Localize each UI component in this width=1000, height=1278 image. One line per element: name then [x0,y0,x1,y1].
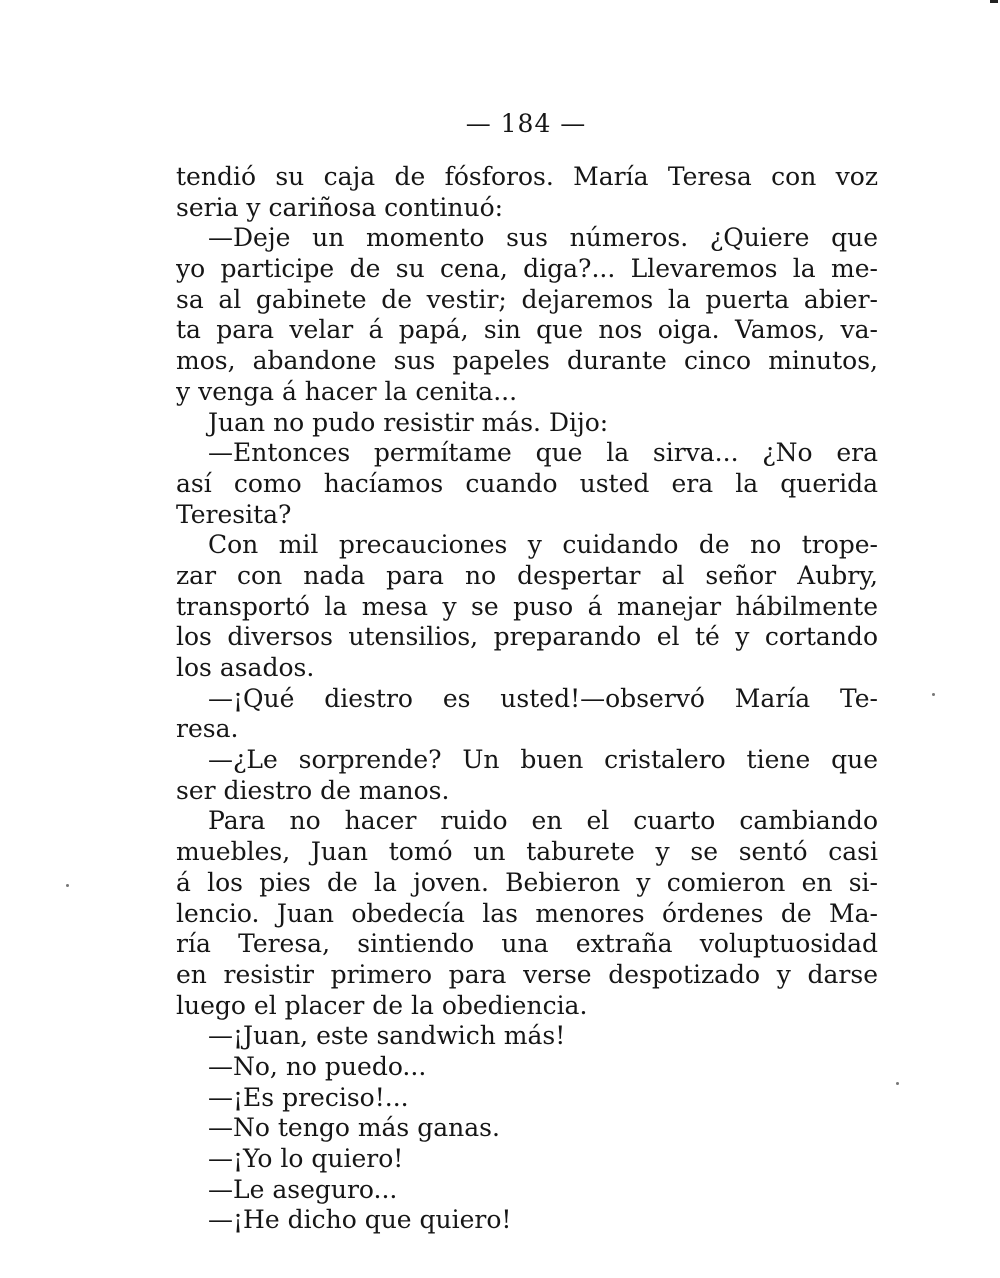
text-line: seria y cariñosa continuó: [176,192,504,222]
page-number: — 184 — [465,109,587,138]
text-line: y venga á hacer la cenita... [176,376,518,406]
text-line: —¡Qué diestro es usted!—observó María Te- [208,683,878,713]
text-line: resa. [176,714,239,744]
text-line: tendió su caja de fósforos. María Teresa con voz [176,162,878,191]
scan-speck [990,0,998,3]
text-line: zar con nada para no despertar al señor Aubry, [176,560,878,590]
text-line: —¿Le sorprende? Un buen cristalero tiene que [208,745,878,775]
body-text [176,162,878,1236]
text-line: los asados. [176,653,315,682]
text-line: muebles, Juan tomó un taburete y se sentó casi [176,837,878,867]
scan-speck [66,884,69,887]
text-line: —¡He dicho que quiero! [208,1205,512,1235]
text-line: —Deje un momento sus números. ¿Quiere que [208,223,878,253]
text-line: lencio. Juan obedecía las menores órdenes de Ma- [176,898,878,928]
scan-speck [896,1082,899,1085]
text-line: sa al gabinete de vestir; dejaremos la puerta abier- [176,284,878,314]
text-line: ser diestro de manos. [176,775,450,805]
text-line: transportó la mesa y se puso á manejar hábilmente [176,591,878,621]
text-line: —¡Es preciso!... [208,1082,409,1112]
text-line: yo participe de su cena, diga?... Llevaremos la me- [176,254,878,284]
text-line: ría Teresa, sintiendo una extraña voluptuosidad [176,929,878,959]
text-line: —¡Yo lo quiero! [208,1144,404,1173]
text-line: en resistir primero para verse despotizado y darse [176,959,878,989]
text-line: Teresita? [176,499,292,529]
text-line: Para no hacer ruido en el cuarto cambiando [208,806,878,836]
text-line: á los pies de la joven. Bebieron y comieron en si- [176,867,878,897]
text-line: Con mil precauciones y cuidando de no trope- [208,530,878,560]
text-line: —¡Juan, este sandwich más! [208,1021,566,1051]
text-line: así como hacíamos cuando usted era la querida [176,468,878,498]
text-line: —No, no puedo... [208,1051,427,1081]
text-line: mos, abandone sus papeles durante cinco minutos, [176,346,878,376]
text-line: —Le aseguro... [208,1174,398,1204]
text-line: Juan no pudo resistir más. Dijo: [208,407,609,437]
scan-speck [932,693,935,696]
text-line: los diversos utensilios, preparando el té y cortando [176,622,878,652]
text-line: luego el placer de la obediencia. [176,990,588,1020]
text-line: —Entonces permítame que la sirva... ¿No era [208,438,878,468]
text-line: ta para velar á papá, sin que nos oiga. Vamos, va- [176,315,878,345]
text-line: —No tengo más ganas. [208,1113,500,1143]
